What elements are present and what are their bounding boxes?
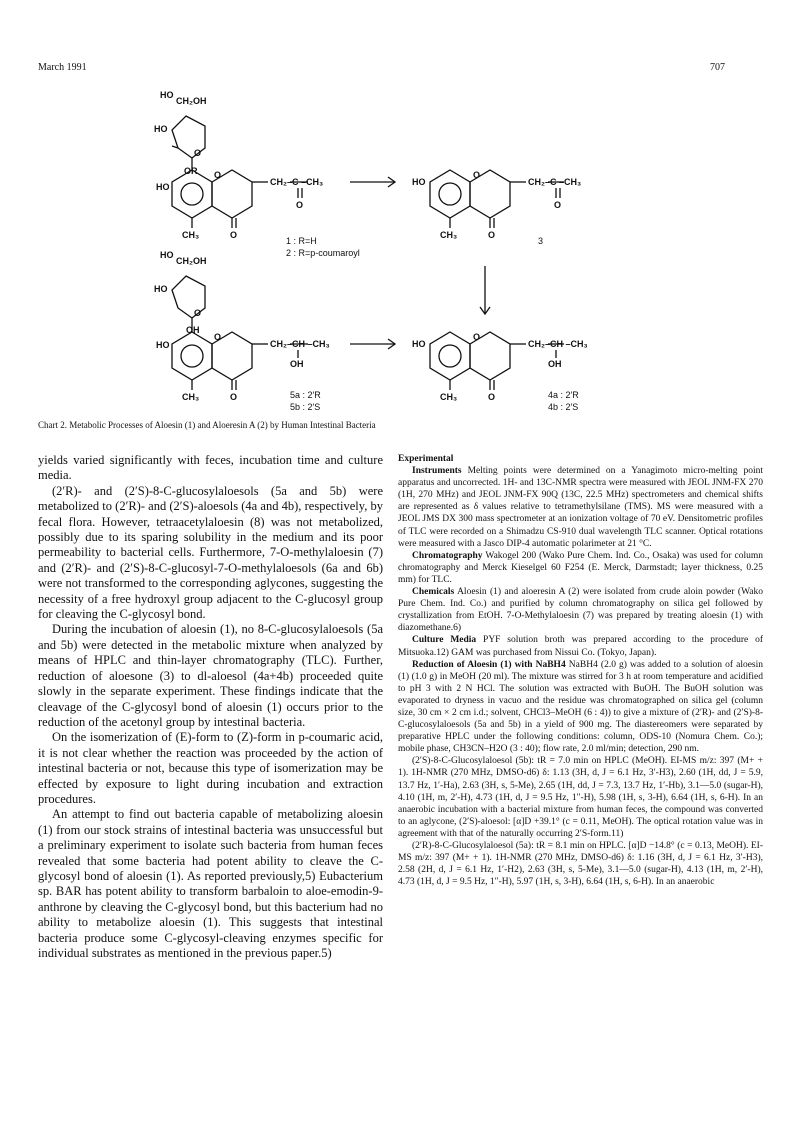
paragraph: During the incubation of aloesin (1), no 8-C-glucosylaloesols (5a and 5b) were detected in the metabolic mixture when analyzed by means of HPLC and thin-layer chromatography (TLC). Further, reduction of aloesone (3) to dl-aloesol (4a+4b) proceeded quite slowly in the separate experiment. These findings indicate that the cleavage of the C-glycosyl bond of aloesin (1) occurs prior to the reduction of the acetonyl group by intestinal bacteria.	[38, 622, 383, 729]
label-4b: 4b : 2′S	[548, 402, 579, 412]
exp-paragraph	[398, 465, 763, 550]
svg-text:CH₂OH: CH₂OH	[176, 256, 207, 266]
paragraph: yields varied significantly with feces, incubation time and culture media.	[38, 453, 383, 483]
svg-text:HO: HO	[154, 284, 168, 294]
label-4a: 4a : 2′R	[548, 390, 579, 400]
right-column	[398, 453, 763, 888]
svg-text:HO: HO	[156, 340, 170, 350]
svg-text:CH₃: CH₃	[182, 392, 200, 402]
exp-text: (2′R)-8-C-Glucosylaloesol (5a): tR = 8.1 min on HPLC. [α]D −14.8° (c = 0.13, MeOH). EI-MS m/z: 397 (M+ + 1). 1H-NMR (270 MHz, DMSO-d6) δ: 1.16 (3H, d, J = 6.1 Hz, 3′-H3), 2.58 (2H, d, J = 6.1 Hz, 1′-H2), 2.63 (3H, s, 5-Me), 3.1—5.0 (sugar-H), 4.13 (1H, m, 2′-H), 4.73 (1H, d, J = 9.5 Hz, 1″-H), 5.97 (1H, s, 3-H), 6.64 (1H, s, 6-H). In an anaerobic	[398, 841, 763, 888]
svg-text:HO: HO	[160, 250, 174, 260]
svg-text:CH₂OH: CH₂OH	[176, 96, 207, 106]
svg-text:HO: HO	[156, 182, 170, 192]
svg-text:O: O	[554, 200, 562, 210]
svg-text:CH₂–C –CH₃: CH₂–C –CH₃	[528, 177, 582, 187]
svg-text:O: O	[230, 230, 238, 240]
exp-text: (2′S)-8-C-Glucosylaloesol (5b): tR = 7.0 min on HPLC (MeOH). EI-MS m/z: 397 (M+ + 1). 1H-NMR (270 MHz, DMSO-d6) δ: 1.13 (3H, d, J = 6.1 Hz, 3′-H3), 2.60 (1H, dd, J = 5.9, 13.7 Hz, 1′-Ha), 2.63 (3H, s, 5-Me), 2.65 (1H, dd, J = 7.3, 13.7 Hz, 1′-Hb), 3.1—5.0 (sugar-H), 4.10 (1H, m, 2′-H), 4.73 (1H, d, J = 9.5 Hz, 1″-H), 5.98 (1H, s, 3-H), 6.64 (1H, s, 6-H). In an anaerobic incubation with a bacterial mixture from human feces, the compound was converted to an aglycone, (2′S)-aloesol: [α]D +39.1° (c = 0.11, MeOH). The optical rotation value was in agreement with that of the naturally occurring 2′S-form.11)	[398, 756, 763, 839]
svg-text:O: O	[214, 332, 222, 342]
paragraph: (2′R)- and (2′S)-8-C-glucosylaloesols (5a and 5b) were metabolized to (2′R)- and (2′S)-aloesols (4a and 4b), respectively, by fecal flora. However, tetraacetylaloesin (8) was not metabolized, possibly due to its sparing solubility in the medium and its poor permeability to bacterial cells. Furthermore, 7-O-methylaloesin (7) and (2′R)- and (2′S)-8-C-glucosyl-7-O-methylaloesols (6a and 6b) were not transformed to the corresponding aglycones, suggesting the necessity of a free hydroxyl group adjacent to the C-glucosyl group for cleaving the C-glycosyl bond.	[38, 483, 383, 622]
paragraph: On the isomerization of (E)-form to (Z)-form in p-coumaric acid, it is not clear whether the reaction was proceeded by the action of intestinal bacteria or not, because this type of isomerization may be effected by exposure to light during incubation and extraction procedures.	[38, 730, 383, 806]
exp-text: Aloesin (1) and aloeresin A (2) were isolated from crude aloin powder (Wako Pure Chem. Ind. Co.) and purified by column chromatography on silica gel followed by crystallization from EtOH. 7-O-Methylaloesin (7) was prepared by treating aloesin (1) with diazomethane.6)	[398, 587, 763, 634]
exp-text: NaBH4 (2.0 g) was added to a solution of aloesin (1) (1.0 g) in MeOH (20 ml). The mixture was stirred for 3 h at room temperature and acidified to pH 3 with 2 N HCl. The solution was extracted with BuOH. The BuOH solution was evaporated to dryness in vacuo and the residue was chromatographed on silica gel (column size, 30 cm × 2 cm i.d.; solvent, CHCl3–MeOH (6 : 4)) to give a mixture of (2′R)- and (2′S)-8-C-glucosylaloesols (5a and 5b) in a yield of 900 mg. The diastereomers were separated by preparative HPLC under the following conditions: column, ODS-10 (Nomura Chem. Co.); mobile phase, CH3CN–H2O (3 : 40); flow rate, 2.0 ml/min; detection, 290 nm.	[398, 659, 764, 755]
exp-paragraph	[398, 840, 763, 888]
svg-text:CH₂–CH –CH₃: CH₂–CH –CH₃	[270, 339, 330, 349]
run-in-heading: Culture Media	[412, 635, 477, 646]
svg-text:CH₃: CH₃	[440, 230, 458, 240]
chart-caption: Chart 2. Metabolic Processes of Aloesin (1) and Aloeresin A (2) by Human Intestinal Bacteria	[38, 420, 376, 430]
svg-text:HO: HO	[412, 339, 426, 349]
svg-text:O: O	[488, 392, 496, 402]
svg-text:O: O	[473, 332, 481, 342]
svg-text:OH: OH	[548, 359, 562, 369]
svg-text:HO: HO	[412, 177, 426, 187]
run-in-heading: Chemicals	[412, 587, 455, 598]
exp-paragraph	[398, 550, 763, 586]
svg-text:O: O	[230, 392, 238, 402]
exp-paragraph	[398, 659, 763, 756]
left-column	[38, 453, 383, 961]
svg-text:CH₂–C –CH₃: CH₂–C –CH₃	[270, 177, 324, 187]
exp-paragraph	[398, 634, 763, 658]
running-header-date: March 1991	[38, 62, 87, 73]
svg-text:OR: OR	[184, 166, 198, 176]
reaction-scheme	[150, 86, 650, 416]
label-5b: 5b : 2′S	[290, 402, 321, 412]
exp-paragraph	[398, 586, 763, 634]
paragraph: An attempt to find out bacteria capable of metabolizing aloesin (1) from our stock strains of intestinal bacteria was unsuccessful but a preliminary experiment to isolate such bacteria from human feces revealed that some bacteria had potent ability to cleave the C-glycosyl bond of aloesin (1). As reported previously,5) Eubacterium sp. BAR has potent ability to transform barbaloin to aloe-emodin-9-anthrone by cleaving the C-glycosyl bond, but this bacterium had no ability to metabolize aloesin (1). This suggests that intestinal bacteria produce some C-glycosyl-cleaving enzymes specific for individual substrates as mentioned in the previous paper.5)	[38, 807, 383, 960]
svg-text:CH₃: CH₃	[440, 392, 458, 402]
svg-text:O: O	[488, 230, 496, 240]
svg-text:CH₃: CH₃	[182, 230, 200, 240]
svg-text:OH: OH	[290, 359, 304, 369]
page-number: 707	[710, 62, 725, 73]
section-title: Experimental	[398, 454, 454, 464]
label-1: 1 : R=H	[286, 236, 317, 246]
svg-text:OH: OH	[186, 325, 200, 335]
label-5a: 5a : 2′R	[290, 390, 321, 400]
run-in-heading: Reduction of Aloesin (1) with NaBH4	[412, 659, 566, 670]
label-3: 3	[538, 236, 544, 246]
svg-text:HO: HO	[154, 124, 168, 134]
svg-text:O: O	[194, 308, 202, 318]
exp-text: PYF solution broth was prepared according to the procedure of Mitsuoka.12) GAM was purchased from Nissui Co. (Tokyo, Japan).	[398, 635, 763, 658]
svg-text:O: O	[214, 170, 222, 180]
run-in-heading: Chromatography	[412, 550, 483, 561]
svg-text:O: O	[194, 148, 202, 158]
exp-paragraph	[398, 755, 763, 840]
exp-text: Wakogel 200 (Wako Pure Chem. Ind. Co., Osaka) was used for column chromatography and Merck Kieselgel 60 F254 (E. Merck, Darmstadt; layer thickness, 0.25 mm) for TLC.	[398, 550, 763, 585]
label-2: 2 : R=p-coumaroyl	[286, 248, 360, 258]
svg-text:O: O	[473, 170, 481, 180]
svg-text:O: O	[296, 200, 304, 210]
run-in-heading: Instruments	[412, 466, 462, 477]
svg-text:CH₂–CH –CH₃: CH₂–CH –CH₃	[528, 339, 588, 349]
svg-text:HO: HO	[160, 90, 174, 100]
exp-text: Melting points were determined on a Yanagimoto micro-melting point apparatus and uncorrected. 1H- and 13C-NMR spectra were measured with JEOL JNM-FX 270 (1H, 270 MHz) and JEOL JNM-FX 90Q (13C, 22.5 MHz) spectrometers and chemical shifts are represented as δ values relative to tetramethylsilane (TMS). MS were measured with a JEOL JMS DX 300 mass spectrometer at an ionization voltage of 70 eV. Densitometric profiles of TLC were recorded on a Shimadzu CS-910 dual wavelength TLC scanner. Optical rotations were measured with a Jasco DIP-4 automatic polarimeter at 21 °C.	[398, 466, 764, 549]
